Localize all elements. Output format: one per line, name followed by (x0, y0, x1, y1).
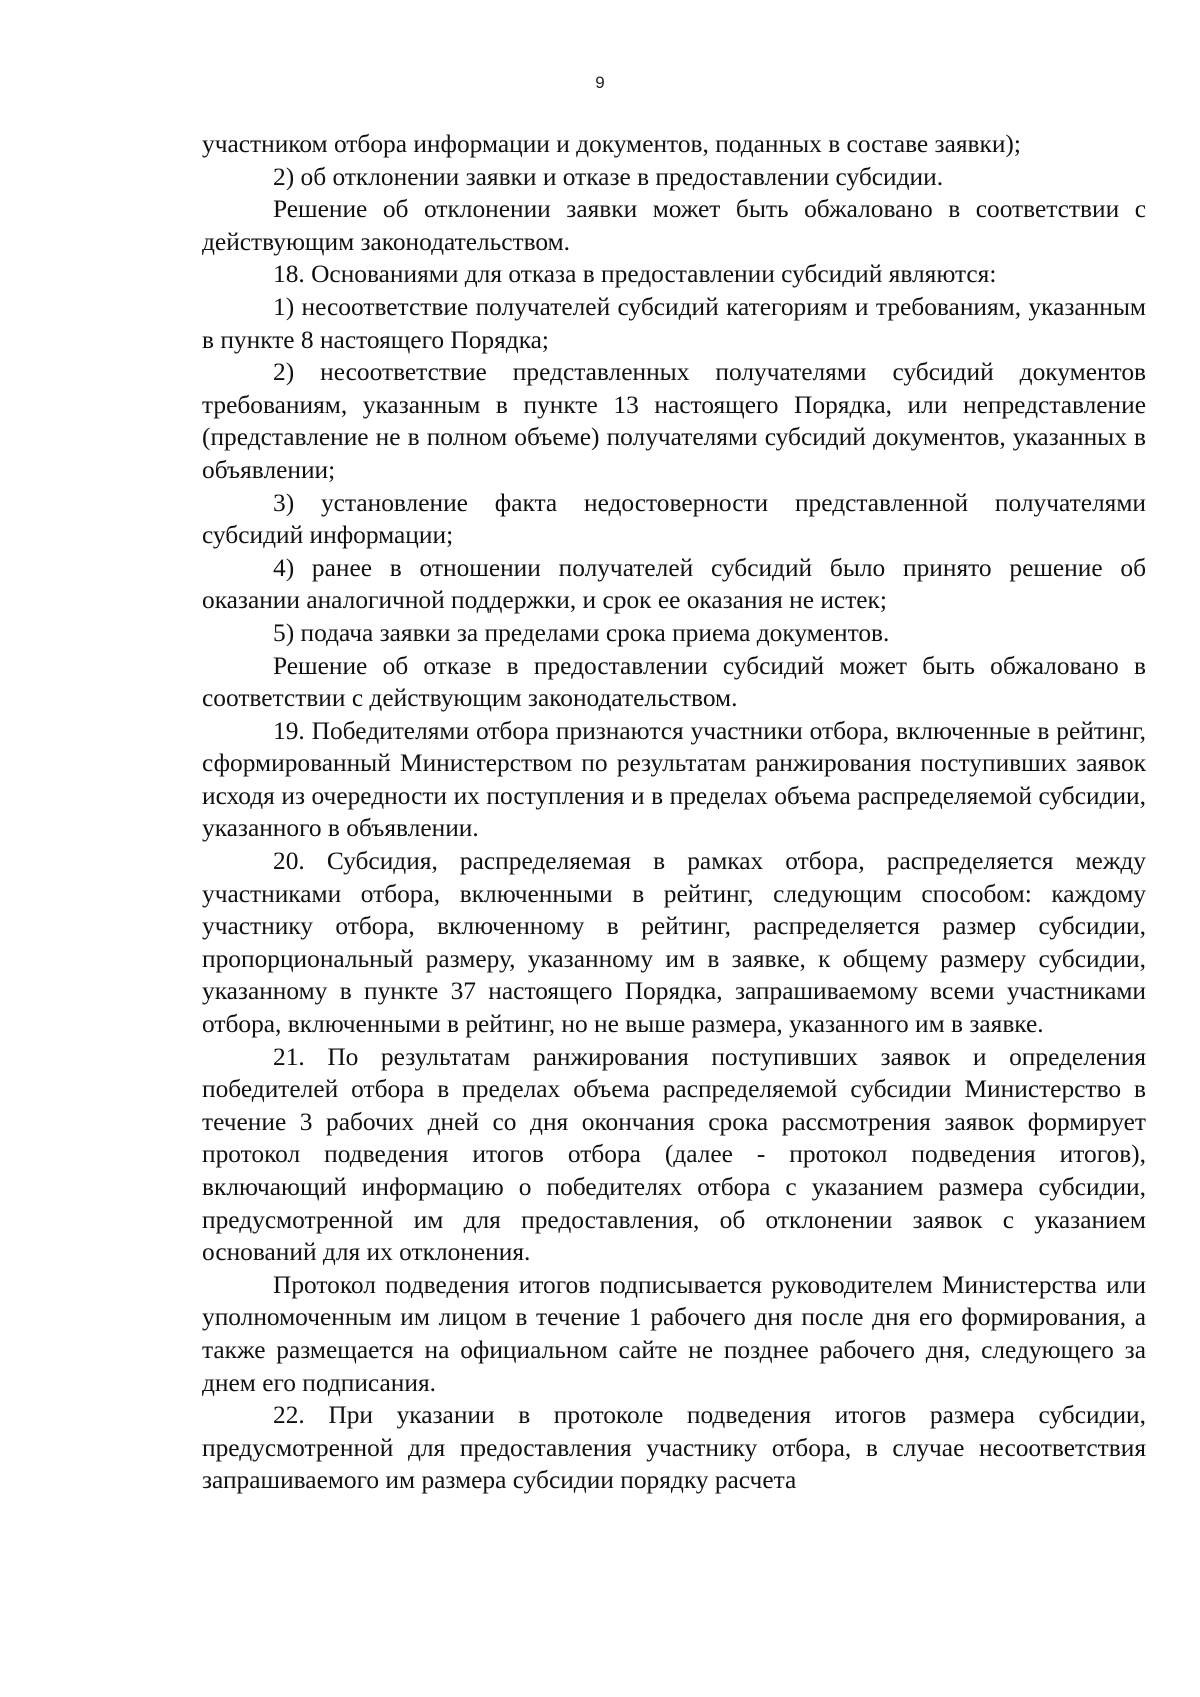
paragraph-18-grounds: 18. Основаниями для отказа в предоставлении субсидий являются: (273, 260, 997, 289)
document-body (202, 128, 1146, 1497)
paragraph-18-item-1: 1) несоответствие получателей субсидий категориям и требованиям, указанным в пункте 8 настоящего Порядка; (202, 292, 1146, 354)
paragraph-protocol-signing: Протокол подведения итогов подписывается руководителем Министерства или уполномоченным им лицом в течение 1 рабочего дня после дня его формирования, а также размещается на официальном сайте не позднее рабочего дня, следующего за днем его подписания. (202, 1270, 1146, 1397)
paragraph-18-item-5: 5) подача заявки за пределами срока приема документов. (273, 618, 890, 647)
paragraph-18-item-4: 4) ранее в отношении получателей субсидий было принято решение об оказании аналогичной поддержки, и срок ее оказания не истек; (202, 553, 1146, 615)
paragraph-19-winners: 19. Победителями отбора признаются участники отбора, включенные в рейтинг, сформированный Министерством по результатам ранжирования поступивших заявок исходя из очередности их поступления и в пределах объема распределяемой субсидии, указанного в объявлении. (202, 716, 1146, 843)
paragraph-18-item-3: 3) установление факта недостоверности представленной получателями субсидий информации; (202, 488, 1146, 550)
paragraph-21-protocol: 21. По результатам ранжирования поступивших заявок и определения победителей отбора в пределах объема распределяемой субсидии Министерство в течение 3 рабочих дней со дня окончания срока рассмотрения заявок формирует протокол подведения итогов отбора (далее - протокол подведения итогов), включающий информацию о победителях отбора с указанием размера субсидии, предусмотренной им для предоставления, об отклонении заявок с указанием оснований для их отклонения. (202, 1042, 1146, 1267)
paragraph-18-item-2: 2) несоответствие представленных получателями субсидий документов требованиям, указанным в пункте 13 настоящего Порядка, или непредставление (представление не в полном объеме) получателями субсидий документов, указанных в объявлении; (202, 358, 1146, 484)
paragraph-22-subsidy-size: 22. При указании в протоколе подведения итогов размера субсидии, предусмотренной для предоставления участнику отбора, в случае несоответствия запрашиваемого им размера субсидии порядку расчета (202, 1401, 1146, 1495)
paragraph-appeal-refusal: Решение об отказе в предоставлении субсидий может быть обжаловано в соответствии с действующим законодательством. (202, 651, 1146, 713)
paragraph-20-distribution: 20. Субсидия, распределяемая в рамках отбора, распределяется между участниками отбора, включенными в рейтинг, следующим способом: каждому участнику отбора, включенному в рейтинг, распределяется размер субсидии, пропорциональный размеру, указанному им в заявке, к общему размеру субсидии, указанному в пункте 37 настоящего Порядка, запрашиваемому всеми участниками отбора, включенными в рейтинг, но не выше размера, указанного им в заявке. (202, 847, 1146, 1039)
paragraph-appeal-rejection: Решение об отклонении заявки может быть обжаловано в соответствии с действующим законодательством. (202, 195, 1146, 256)
page-number: 9 (595, 73, 605, 92)
paragraph-item-2-reject: 2) об отклонении заявки и отказе в предоставлении субсидии. (273, 162, 944, 191)
paragraph-continuation: участником отбора информации и документов, поданных в составе заявки); (202, 130, 1021, 158)
